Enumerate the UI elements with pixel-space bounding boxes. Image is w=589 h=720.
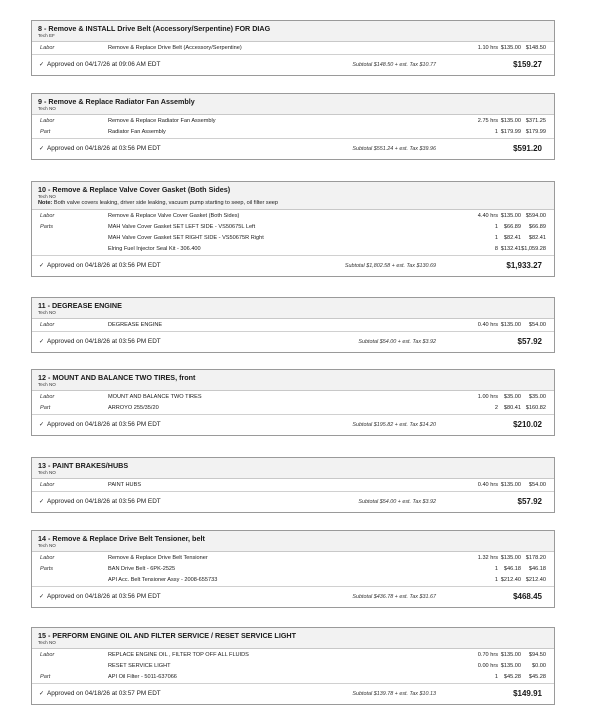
line-item [32, 320, 554, 331]
tech-label: Tech NO [38, 543, 56, 548]
line-amount: $54.00 [528, 482, 546, 488]
job-card [31, 93, 555, 160]
approval-text: Approved on 04/18/26 at 03:56 PM EDT [47, 145, 161, 152]
check-icon: ✓ [39, 499, 45, 505]
line-type: Parts [40, 566, 54, 572]
job-card [31, 627, 555, 705]
line-quantity: 1 [494, 566, 498, 572]
job-title: 12 - MOUNT AND BALANCE TWO TIRES, front [38, 373, 196, 382]
line-type: Parts [40, 224, 54, 230]
job-card [31, 530, 555, 608]
line-quantity: 0.70 hrs [477, 652, 498, 658]
line-rate: $135.00 [500, 555, 521, 561]
line-description: MAH Valve Cover Gasket SET RIGHT SIDE - VS50675R Right [108, 235, 264, 241]
line-item [32, 222, 554, 233]
line-rate: $82.41 [503, 235, 521, 241]
line-amount: $179.99 [525, 129, 546, 135]
tech-label: Tech NO [38, 310, 56, 315]
line-quantity: 1 [494, 235, 498, 241]
line-rate: $212.40 [500, 577, 521, 583]
job-footer [32, 256, 554, 276]
approval-text: Approved on 04/18/26 at 03:56 PM EDT [47, 498, 161, 505]
line-amount: $160.82 [525, 405, 546, 411]
check-icon: ✓ [39, 422, 45, 428]
job-header [32, 531, 554, 552]
line-amount: $46.18 [528, 566, 546, 572]
job-footer [32, 587, 554, 607]
line-rate: $35.00 [503, 394, 521, 400]
tech-label: Tech NO [38, 382, 56, 387]
job-header [32, 628, 554, 649]
job-total: $468.45 [513, 592, 542, 601]
line-rate: $45.28 [503, 674, 521, 680]
line-description: Remove & Replace Radiator Fan Assembly [108, 118, 216, 124]
line-items [32, 42, 554, 55]
job-total: $591.20 [513, 144, 542, 153]
approval-status [39, 684, 161, 704]
check-icon: ✓ [39, 62, 45, 68]
job-card [31, 369, 555, 436]
tech-label: Tech NO [38, 106, 56, 111]
subtotal: Subtotal $54.00 + est. Tax $3.92 [358, 499, 436, 505]
line-type: Labor [40, 45, 55, 51]
line-description: Remove & Replace Valve Cover Gasket (Both Sides) [108, 213, 240, 219]
line-item [32, 672, 554, 683]
line-amount: $371.25 [525, 118, 546, 124]
line-description: Elring Fuel Injector Seal Kit - 306.400 [108, 246, 201, 252]
line-description: ARROYO 255/35/20 [108, 405, 159, 411]
job-title: 14 - Remove & Replace Drive Belt Tensioner, belt [38, 534, 205, 543]
line-rate: $80.41 [503, 405, 521, 411]
line-type: Part [40, 674, 51, 680]
line-description: MAH Valve Cover Gasket SET LEFT SIDE - VS50675L Left [108, 224, 256, 230]
line-quantity: 1.10 hrs [477, 45, 498, 51]
line-amount: $178.20 [525, 555, 546, 561]
subtotal: Subtotal $436.78 + est. Tax $31.67 [352, 594, 436, 600]
approval-text: Approved on 04/18/26 at 03:56 PM EDT [47, 421, 161, 428]
approval-status [39, 492, 161, 512]
job-title: 10 - Remove & Replace Valve Cover Gasket (Both Sides) [38, 185, 231, 194]
approval-status [39, 139, 161, 159]
tech-label: Tech NO [38, 640, 56, 645]
line-item [32, 650, 554, 661]
line-type: Labor [40, 322, 55, 328]
subtotal: Subtotal $1,802.58 + est. Tax $130.69 [344, 263, 436, 269]
line-rate: $135.00 [500, 322, 521, 328]
job-header [32, 298, 554, 319]
line-description: MOUNT AND BALANCE TWO TIRES [108, 394, 202, 400]
line-items [32, 479, 554, 492]
job-card [31, 297, 555, 353]
line-quantity: 1 [494, 577, 498, 583]
line-item [32, 211, 554, 222]
line-item [32, 116, 554, 127]
line-rate: $135.00 [500, 213, 521, 219]
line-quantity: 1.00 hrs [477, 394, 498, 400]
line-description: Remove & Replace Drive Belt Tensioner [108, 555, 208, 561]
line-description: API Acc. Belt Tensioner Assy - 2008-655733 [108, 577, 218, 583]
line-quantity: 2.75 hrs [477, 118, 498, 124]
job-header [32, 94, 554, 115]
job-total: $210.02 [513, 420, 542, 429]
line-rate: $179.99 [500, 129, 521, 135]
line-item [32, 403, 554, 414]
check-icon: ✓ [39, 339, 45, 345]
line-quantity: 1.32 hrs [477, 555, 498, 561]
subtotal: Subtotal $195.82 + est. Tax $14.20 [352, 422, 436, 428]
job-footer [32, 332, 554, 352]
job-footer [32, 415, 554, 435]
job-total: $149.91 [513, 689, 542, 698]
line-item [32, 480, 554, 491]
job-header [32, 458, 554, 479]
job-title: 11 - DEGREASE ENGINE [38, 301, 122, 310]
line-type: Labor [40, 394, 55, 400]
note-label: Note: [38, 200, 53, 206]
note-text: Both valve covers leaking, driver side leaking, vacuum pump starting to seep, oil filter seep [53, 200, 279, 206]
line-item [32, 553, 554, 564]
subtotal: Subtotal $54.00 + est. Tax $3.92 [358, 339, 436, 345]
subtotal: Subtotal $551.24 + est. Tax $39.96 [352, 146, 436, 152]
line-type: Part [40, 129, 51, 135]
line-item [32, 244, 554, 255]
line-description: BAN Drive Belt - 6PK-2525 [108, 566, 176, 572]
line-type: Labor [40, 555, 55, 561]
line-items [32, 649, 554, 684]
job-card [31, 457, 555, 513]
line-items [32, 552, 554, 587]
approval-status [39, 587, 161, 607]
line-rate: $135.00 [500, 652, 521, 658]
check-icon: ✓ [39, 691, 45, 697]
line-amount: $94.50 [528, 652, 546, 658]
line-items [32, 319, 554, 332]
line-amount: $0.00 [532, 663, 546, 669]
job-title: 13 - PAINT BRAKES/HUBS [38, 461, 129, 470]
line-type: Part [40, 405, 51, 411]
line-quantity: 4.40 hrs [477, 213, 498, 219]
line-items [32, 391, 554, 415]
line-type: Labor [40, 118, 55, 124]
line-description: DEGREASE ENGINE [108, 322, 163, 328]
job-title: 9 - Remove & Replace Radiator Fan Assembly [38, 97, 195, 106]
line-item [32, 564, 554, 575]
job-footer [32, 684, 554, 704]
approval-text: Approved on 04/18/26 at 03:56 PM EDT [47, 338, 161, 345]
line-quantity: 0.40 hrs [477, 482, 498, 488]
line-rate: $135.00 [500, 118, 521, 124]
line-quantity: 2 [494, 405, 498, 411]
line-amount: $35.00 [528, 394, 546, 400]
line-amount: $54.00 [528, 322, 546, 328]
line-type: Labor [40, 482, 55, 488]
job-note [38, 200, 549, 207]
job-footer [32, 492, 554, 512]
line-amount: $1,059.28 [521, 246, 546, 252]
line-amount: $45.28 [528, 674, 546, 680]
job-total: $159.27 [513, 60, 542, 69]
approval-text: Approved on 04/17/26 at 09:06 AM EDT [47, 61, 161, 68]
line-quantity: 8 [494, 246, 498, 252]
line-amount: $66.89 [528, 224, 546, 230]
job-card [31, 20, 555, 76]
job-footer [32, 55, 554, 75]
line-amount: $82.41 [528, 235, 546, 241]
job-footer [32, 139, 554, 159]
line-item [32, 127, 554, 138]
line-amount: $212.40 [525, 577, 546, 583]
subtotal: Subtotal $139.78 + est. Tax $10.13 [352, 691, 436, 697]
job-card [31, 181, 555, 277]
approval-status [39, 415, 161, 435]
line-quantity: 1 [494, 674, 498, 680]
line-item [32, 661, 554, 672]
line-rate: $135.00 [500, 45, 521, 51]
tech-label: Tech NO [38, 470, 56, 475]
line-item [32, 233, 554, 244]
line-description: PAINT HUBS [108, 482, 142, 488]
line-description: API Oil Filter - 5011-637066 [108, 674, 177, 680]
line-rate: $135.00 [500, 663, 521, 669]
line-rate: $135.00 [500, 482, 521, 488]
line-amount: $148.50 [525, 45, 546, 51]
line-description: Remove & Replace Drive Belt (Accessory/Serpentine) [108, 45, 242, 51]
approval-text: Approved on 04/18/26 at 03:57 PM EDT [47, 690, 161, 697]
line-description: REPLACE ENGINE OIL , FILTER TOP OFF ALL FLUIDS [108, 652, 249, 658]
check-icon: ✓ [39, 146, 45, 152]
line-items [32, 210, 554, 256]
job-total: $57.92 [517, 497, 542, 506]
tech-label: Tech NO [38, 194, 56, 199]
line-type: Labor [40, 213, 55, 219]
approval-status [39, 332, 161, 352]
line-item [32, 392, 554, 403]
line-quantity: 1 [494, 224, 498, 230]
job-header [32, 21, 554, 42]
job-total: $1,933.27 [506, 261, 542, 270]
line-quantity: 0.00 hrs [477, 663, 498, 669]
line-rate: $66.89 [503, 224, 521, 230]
approval-status [39, 256, 161, 276]
job-title: 8 - Remove & INSTALL Drive Belt (Accessory/Serpentine) FOR DIAG [38, 24, 271, 33]
subtotal: Subtotal $148.50 + est. Tax $10.77 [352, 62, 436, 68]
line-quantity: 0.40 hrs [477, 322, 498, 328]
check-icon: ✓ [39, 594, 45, 600]
tech-label: Tech EF [38, 33, 55, 38]
approval-status [39, 55, 160, 75]
job-total: $57.92 [517, 337, 542, 346]
line-rate: $132.41 [500, 246, 521, 252]
approval-text: Approved on 04/18/26 at 03:56 PM EDT [47, 593, 161, 600]
line-description: Radiator Fan Assembly [108, 129, 166, 135]
line-amount: $594.00 [525, 213, 546, 219]
line-quantity: 1 [494, 129, 498, 135]
line-description: RESET SERVICE LIGHT [108, 663, 171, 669]
line-type: Labor [40, 652, 55, 658]
job-header [32, 370, 554, 391]
job-header [32, 182, 554, 210]
line-items [32, 115, 554, 139]
line-item [32, 43, 554, 54]
approval-text: Approved on 04/18/26 at 03:56 PM EDT [47, 262, 161, 269]
line-item [32, 575, 554, 586]
line-rate: $46.18 [503, 566, 521, 572]
job-title: 15 - PERFORM ENGINE OIL AND FILTER SERVICE / RESET SERVICE LIGHT [38, 631, 296, 640]
check-icon: ✓ [39, 263, 45, 269]
